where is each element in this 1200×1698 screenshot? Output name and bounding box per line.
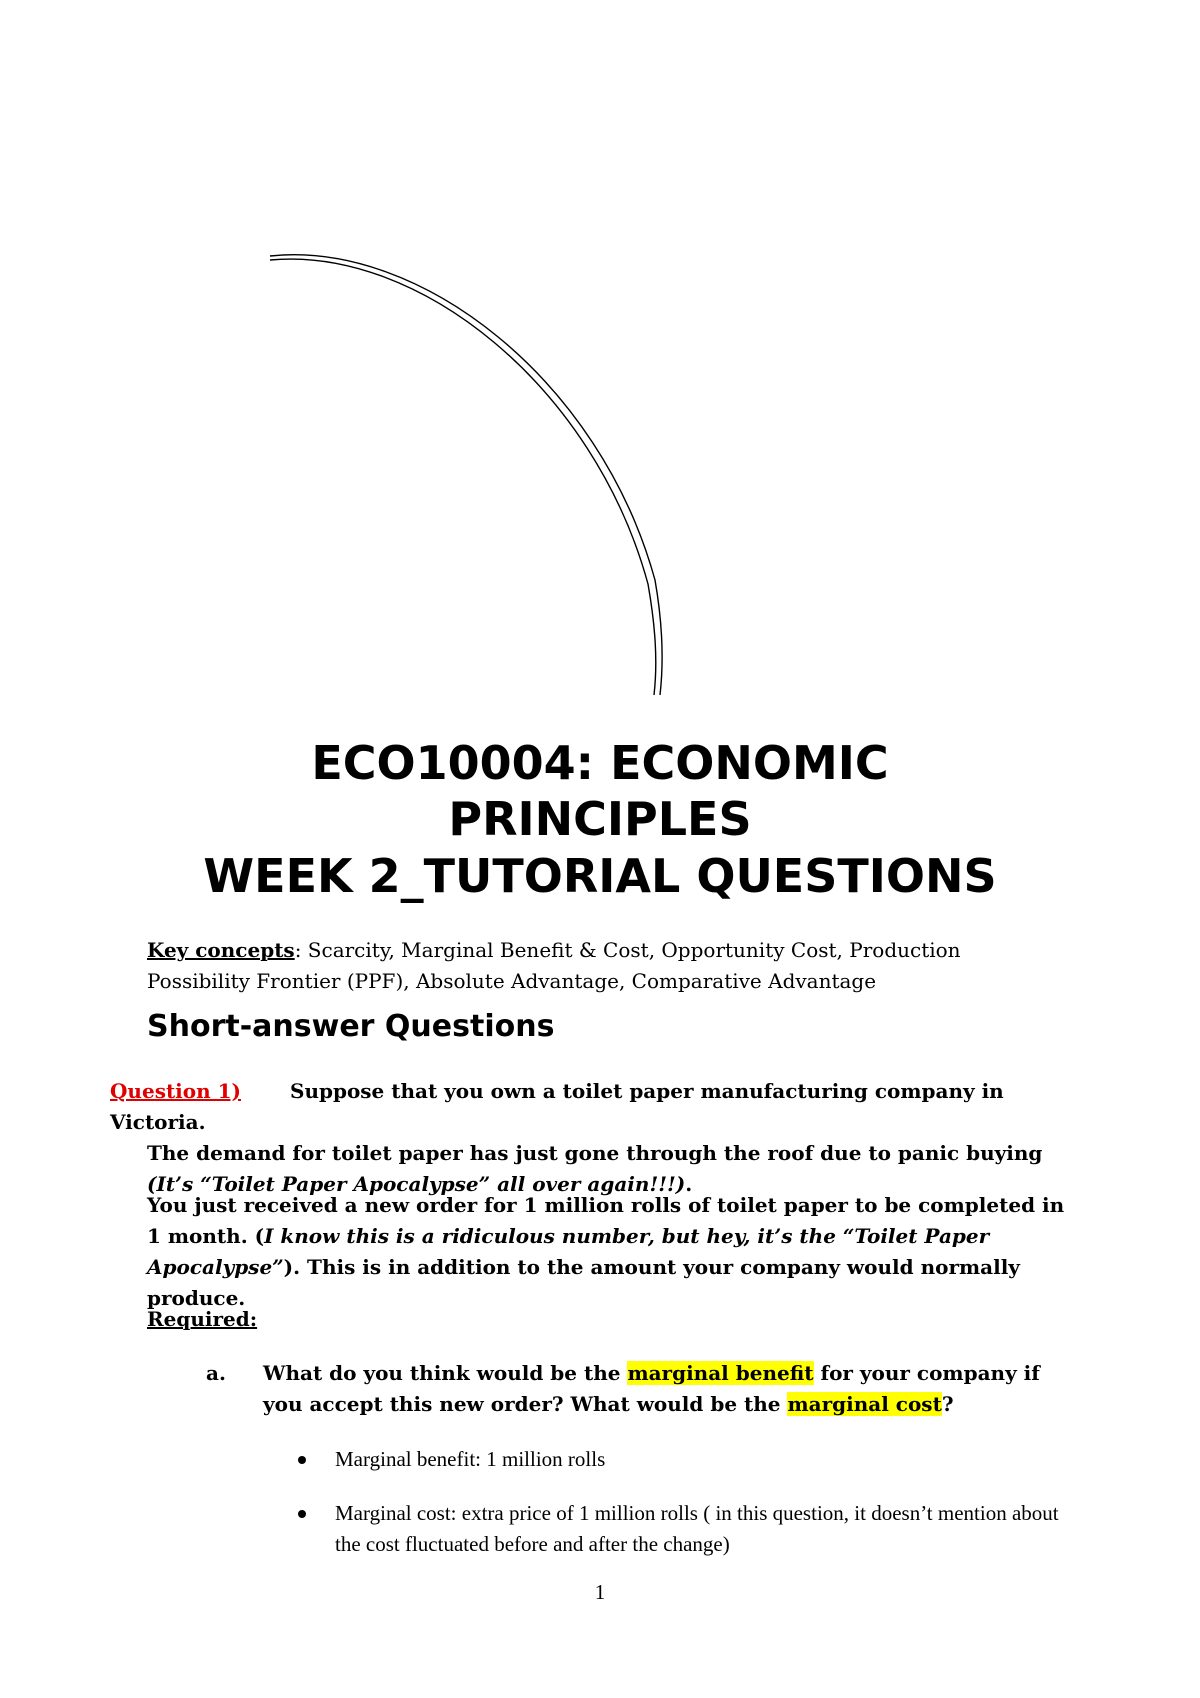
required-label: Required: (147, 1307, 258, 1331)
part-a-letter: a. (206, 1361, 226, 1385)
list-item (298, 1444, 1078, 1475)
part-a-text-3: ? (941, 1392, 954, 1416)
part-a-text-1: What do you think would be the (263, 1361, 628, 1385)
question-1-label: Question 1) (110, 1079, 242, 1103)
bullet-text: Marginal benefit: 1 million rolls (335, 1447, 606, 1471)
title-line-3: WEEK 2_TUTORIAL QUESTIONS (203, 849, 997, 903)
highlight-marginal-benefit: marginal benefit (627, 1361, 814, 1385)
question-1-paragraph-2 (147, 1190, 1067, 1314)
para2-text-a: You just received a new order for 1 million rolls of toilet paper to be completed in 1 month. ( (147, 1193, 1065, 1248)
para2-italic: I know this is a ridiculous number, but hey, it’s the “Toilet Paper Apocalypse” (147, 1224, 990, 1279)
para2-text-b: ). This is in addition to the amount your company would normally produce. (147, 1255, 1020, 1310)
list-item (298, 1498, 1078, 1560)
section-heading: Short-answer Questions (147, 1009, 555, 1044)
question-1-end: . (685, 1172, 693, 1196)
part-a-body (263, 1358, 1066, 1420)
bullet-icon (298, 1456, 306, 1464)
key-concepts (147, 935, 1067, 997)
bullet-text: Marginal cost: extra price of 1 million rolls ( in this question, it doesn’t mention about the cost fluctuated before and after the change) (335, 1501, 1059, 1556)
highlight-marginal-cost: marginal cost (787, 1392, 942, 1416)
page-number: 1 (594, 1580, 606, 1604)
title-line-1: ECO10004: ECONOMIC (311, 736, 889, 790)
question-1-text-b: The demand for toilet paper has just gone through the roof due to panic buying (147, 1141, 1043, 1165)
key-concepts-label: Key concepts (147, 938, 295, 962)
part-a-text-2: for your company if you accept this new order? What would be the (263, 1361, 1040, 1416)
question-1-italic: (It’s “Toilet Paper Apocalypse” all over again!!!) (147, 1172, 686, 1196)
title-line-2: PRINCIPLES (448, 792, 752, 846)
part-a (206, 1358, 1066, 1420)
key-concepts-text: : Scarcity, Marginal Benefit & Cost, Opportunity Cost, Production Possibility Frontier (PPF), Absolute Advantage, Comparative Advantage (147, 938, 961, 993)
document-title (0, 735, 1200, 905)
bullet-icon (298, 1510, 306, 1518)
question-1-text-a: Suppose that you own a toilet paper manufacturing company in Victoria. (110, 1079, 1004, 1134)
question-1 (110, 1076, 1070, 1200)
decorative-curve (0, 0, 1200, 720)
